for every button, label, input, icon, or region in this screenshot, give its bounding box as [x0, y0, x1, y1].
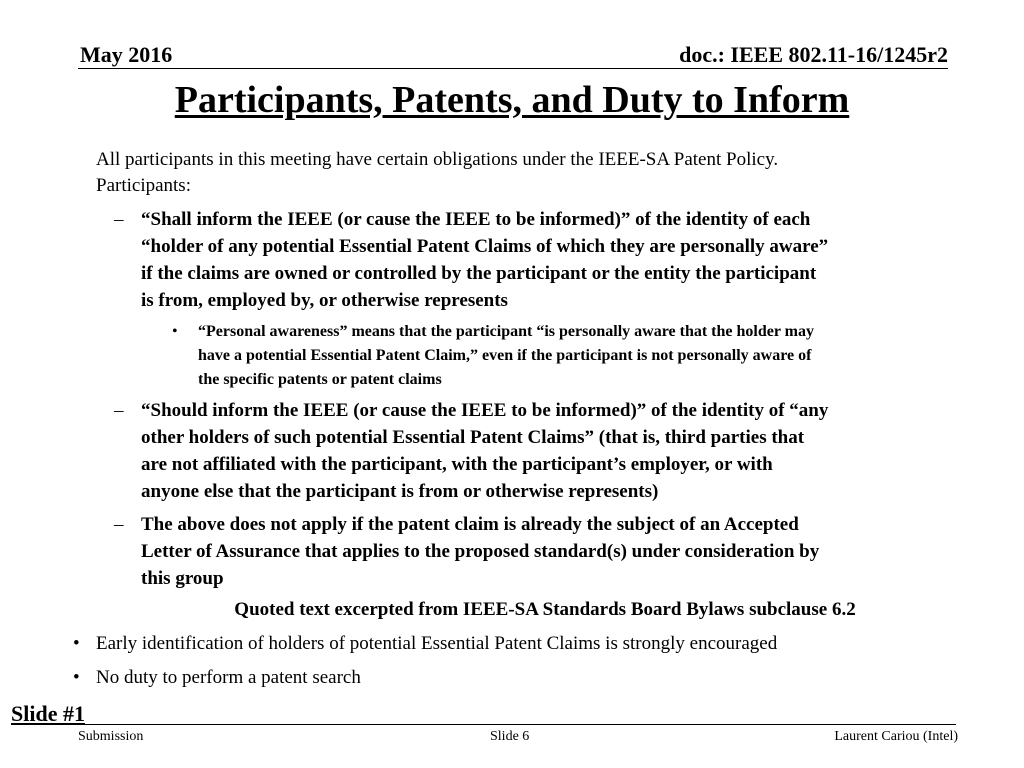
sub-bullet-marker: •	[172, 323, 178, 340]
sub-item-line: have a potential Essential Patent Claim,” even if the participant is not personally aware of	[198, 347, 812, 364]
footer-slide-number: Slide 6	[490, 729, 530, 744]
dash-item-3-line: this group	[141, 568, 224, 589]
dash-item-1-line: “Shall inform the IEEE (or cause the IEEE to be informed)” of the identity of each	[141, 209, 811, 230]
dash-item-1-line: “holder of any potential Essential Patent Claims of which they are personally aware”	[141, 236, 829, 257]
dash-item-3	[141, 511, 981, 592]
footer-divider	[78, 724, 956, 725]
header-date: May 2016	[80, 42, 173, 67]
dash-item-2-line: other holders of such potential Essential Patent Claims” (that is, third parties that	[141, 427, 805, 448]
sub-item-line: the specific patents or patent claims	[198, 371, 442, 388]
sub-item-line: “Personal awareness” means that the participant “is personally aware that the holder may	[198, 323, 814, 340]
bullet-1: Early identification of holders of potential Essential Patent Claims is strongly encouraged	[96, 633, 778, 654]
bullet-2-marker: •	[73, 667, 80, 688]
sub-item	[198, 320, 988, 392]
dash-item-3-line: The above does not apply if the patent claim is already the subject of an Accepted	[141, 514, 799, 535]
dash-item-2-line: are not affiliated with the participant, with the participant’s employer, or with	[141, 454, 773, 475]
intro-paragraph	[96, 147, 966, 199]
dash-item-1	[141, 206, 981, 314]
dash-item-3-line: Letter of Assurance that applies to the proposed standard(s) under consideration by	[141, 541, 820, 562]
dash-item-2-line: “Should inform the IEEE (or cause the IEEE to be informed)” of the identity of “any	[141, 400, 829, 421]
quote-source: Quoted text excerpted from IEEE-SA Standards Board Bylaws subclause 6.2	[234, 599, 856, 620]
header-doc-id: doc.: IEEE 802.11-16/1245r2	[679, 42, 948, 67]
dash-item-1-line: is from, employed by, or otherwise represents	[141, 290, 508, 311]
slide-title: Participants, Patents, and Duty to Inform	[174, 79, 850, 121]
footer-author: Laurent Cariou (Intel)	[834, 729, 958, 744]
intro-line-1: All participants in this meeting have certain obligations under the IEEE-SA Patent Policy.	[96, 149, 779, 170]
bullet-2: No duty to perform a patent search	[96, 667, 361, 688]
dash-item-1-marker: –	[114, 209, 124, 230]
dash-item-2-line: anyone else that the participant is from or otherwise represents)	[141, 481, 659, 502]
bullet-1-marker: •	[73, 633, 80, 654]
slide-label: Slide #1	[11, 701, 85, 726]
dash-item-3-marker: –	[114, 514, 124, 535]
intro-line-2: Participants:	[96, 175, 191, 196]
dash-item-2	[141, 397, 981, 505]
dash-item-1-line: if the claims are owned or controlled by the participant or the entity the participant	[141, 263, 817, 284]
header-divider	[78, 68, 948, 69]
footer-submission: Submission	[78, 729, 144, 744]
dash-item-2-marker: –	[114, 400, 124, 421]
